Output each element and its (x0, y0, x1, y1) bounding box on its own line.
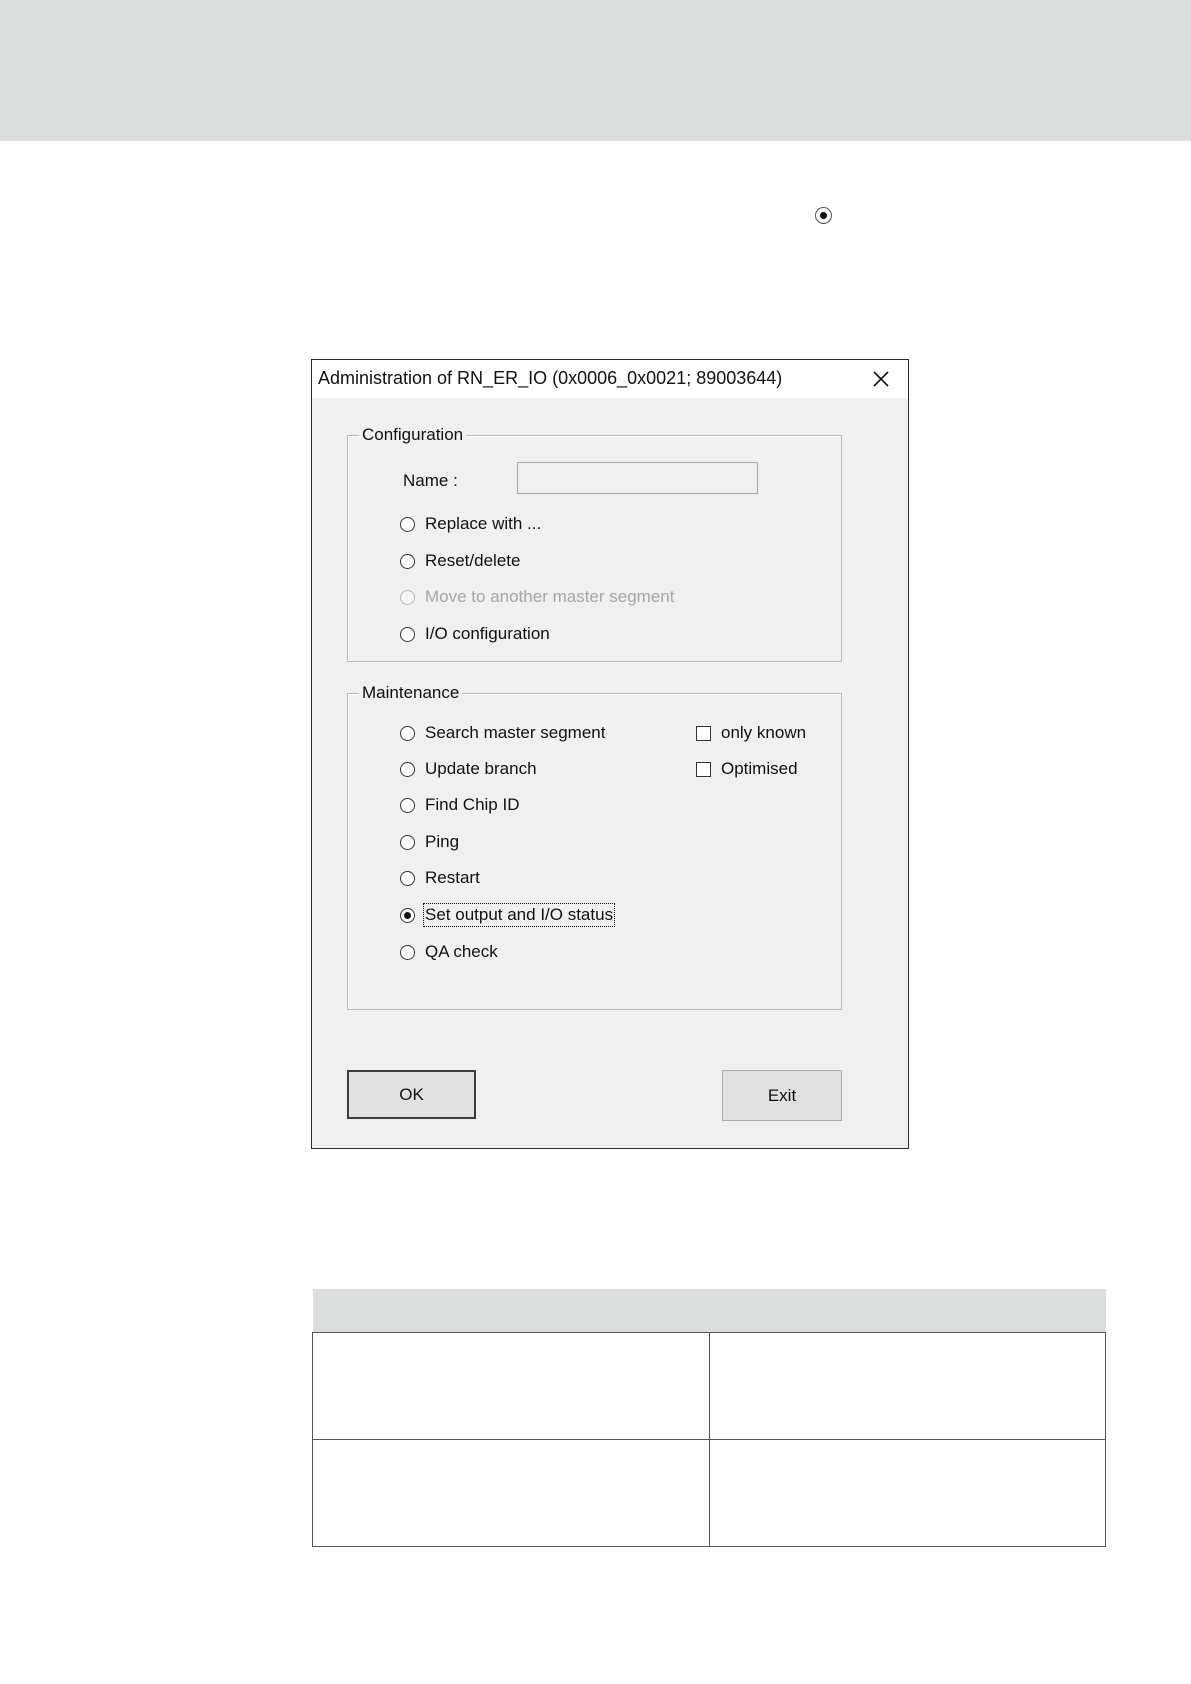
find-chip-id-option[interactable] (400, 794, 519, 816)
dialog-title: Administration of RN_ER_IO (0x0006_0x0021; 89003644) (318, 368, 783, 388)
table-row (313, 1332, 1106, 1439)
table-header-row (313, 1289, 1106, 1332)
maintenance-group-label: Maintenance (359, 683, 462, 703)
update-branch-radio[interactable] (400, 762, 415, 777)
info-table (312, 1289, 1106, 1547)
table-cell (313, 1332, 710, 1439)
replace-with-option[interactable] (400, 513, 541, 535)
qa-check-radio[interactable] (400, 945, 415, 960)
reset-delete-radio[interactable] (400, 554, 415, 569)
table-header (313, 1289, 1106, 1332)
find-chip-id-label: Find Chip ID (425, 795, 520, 814)
page-header-band (0, 0, 1191, 141)
optimised-option[interactable] (696, 758, 798, 780)
table-row (313, 1439, 1106, 1546)
set-output-io-status-option[interactable] (400, 904, 613, 926)
replace-with-label: Replace with ... (425, 514, 542, 533)
optimised-checkbox[interactable] (696, 762, 711, 777)
update-branch-label: Update branch (425, 759, 537, 778)
optimised-label: Optimised (721, 759, 798, 778)
reset-delete-label: Reset/delete (425, 551, 521, 570)
ping-option[interactable] (400, 831, 459, 853)
set-output-io-status-label: Set output and I/O status (425, 905, 614, 924)
update-branch-option[interactable] (400, 758, 537, 780)
replace-with-radio[interactable] (400, 517, 415, 532)
search-master-segment-label: Search master segment (425, 723, 606, 742)
move-master-segment-radio (400, 590, 415, 605)
restart-label: Restart (425, 868, 480, 887)
table-cell (709, 1332, 1106, 1439)
close-icon[interactable] (872, 370, 890, 388)
administration-dialog (311, 359, 909, 1149)
name-input[interactable] (517, 462, 758, 494)
qa-check-label: QA check (425, 942, 498, 961)
configuration-group-label: Configuration (359, 425, 466, 445)
only-known-option[interactable] (696, 722, 806, 744)
restart-radio[interactable] (400, 871, 415, 886)
find-chip-id-radio[interactable] (400, 798, 415, 813)
only-known-label: only known (721, 723, 807, 742)
io-configuration-option[interactable] (400, 623, 550, 645)
restart-option[interactable] (400, 867, 480, 889)
maintenance-group (347, 683, 842, 1010)
table-cell (709, 1439, 1106, 1546)
ok-button[interactable]: OK (347, 1070, 476, 1119)
name-label: Name : (403, 471, 458, 490)
move-master-segment-option (400, 586, 674, 608)
configuration-group (347, 425, 842, 662)
reset-delete-option[interactable] (400, 550, 520, 572)
table-cell (313, 1439, 710, 1546)
exit-button[interactable]: Exit (722, 1070, 842, 1121)
qa-check-option[interactable] (400, 941, 498, 963)
io-configuration-label: I/O configuration (425, 624, 550, 643)
dialog-titlebar (312, 360, 908, 398)
only-known-checkbox[interactable] (696, 726, 711, 741)
search-master-segment-option[interactable] (400, 722, 605, 744)
selected-radio-icon (815, 207, 832, 224)
search-master-segment-radio[interactable] (400, 726, 415, 741)
ping-label: Ping (425, 832, 460, 851)
move-master-segment-label: Move to another master segment (425, 587, 675, 606)
set-output-io-status-radio[interactable] (400, 908, 415, 923)
io-configuration-radio[interactable] (400, 627, 415, 642)
ping-radio[interactable] (400, 835, 415, 850)
